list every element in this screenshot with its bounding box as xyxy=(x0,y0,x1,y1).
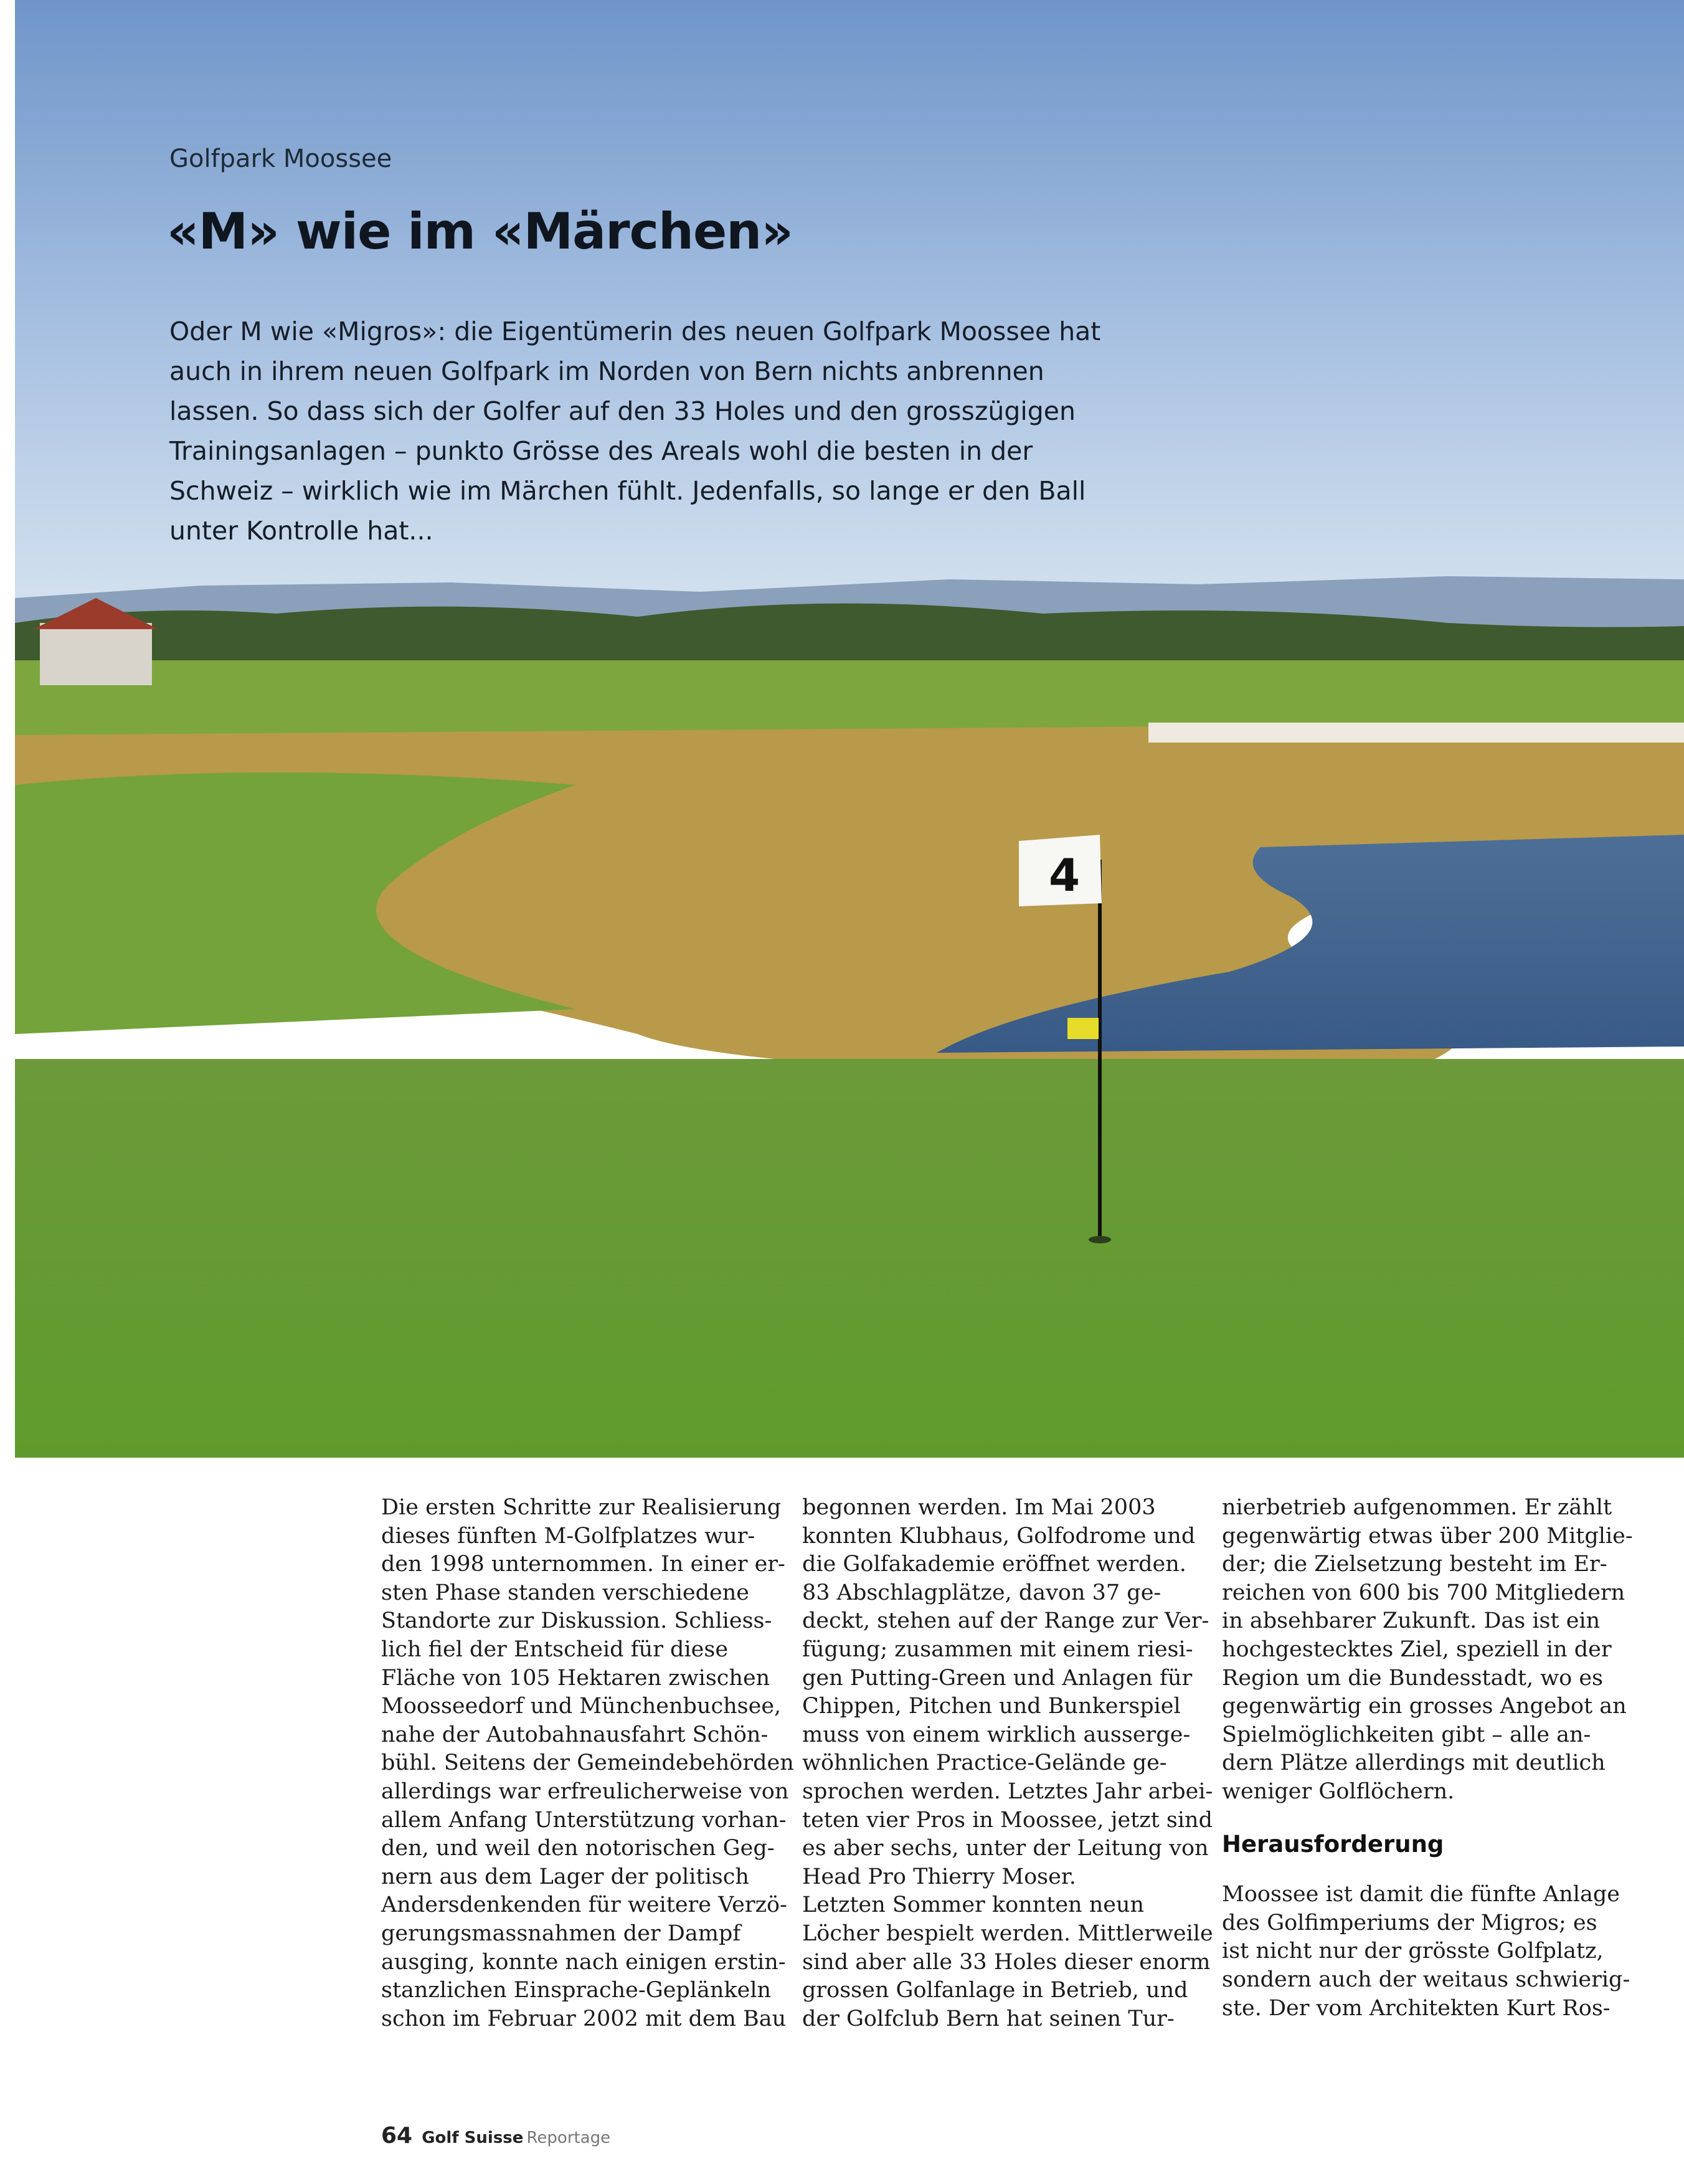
page-footer xyxy=(381,2123,610,2148)
text-line: Moossee ist damit die fünfte Anlage xyxy=(1222,1882,1620,1907)
text-line: konnten Klubhaus, Golfodrome und xyxy=(802,1523,1196,1549)
text-line: nern aus dem Lager der politisch xyxy=(381,1864,749,1889)
clubhouse xyxy=(40,623,152,685)
text-line: Fläche von 105 Hektaren zwischen xyxy=(381,1665,770,1691)
text-line: grossen Golfanlage in Betrieb, und xyxy=(802,1978,1188,2003)
text-line: gegenwärtig ein grosses Angebot an xyxy=(1222,1694,1627,1719)
section-name: Reportage xyxy=(526,2129,611,2147)
text-line: begonnen werden. Im Mai 2003 xyxy=(802,1495,1156,1520)
text-line: gegenwärtig etwas über 200 Mitglie- xyxy=(1222,1523,1633,1549)
text-line: den 1998 unternommen. In einer er- xyxy=(381,1552,785,1577)
text-line: gerungsmassnahmen der Dampf xyxy=(381,1920,741,1946)
text-line: schon im Februar 2002 mit dem Bau xyxy=(381,2006,787,2031)
body-column-3 xyxy=(1222,1494,1633,2023)
text-line: Die ersten Schritte zur Realisierung xyxy=(381,1495,782,1520)
text-line: Region um die Bundesstadt, wo es xyxy=(1222,1665,1604,1691)
text-line: fügung; zusammen mit einem riesi- xyxy=(802,1636,1193,1662)
hole-cup xyxy=(1089,1236,1111,1243)
text-line: die Golfakademie eröffnet werden. xyxy=(802,1552,1186,1577)
kicker: Golfpark Moossee xyxy=(169,145,392,173)
yellow-marker xyxy=(1067,1018,1099,1039)
text-line: ausging, konnte nach einigen erstin- xyxy=(381,1949,786,1975)
text-line: Spielmöglichkeiten gibt – alle an- xyxy=(1222,1722,1591,1747)
text-line: den, und weil den notorischen Geg- xyxy=(381,1836,775,1861)
text-line: nierbetrieb aufgenommen. Er zählt xyxy=(1222,1495,1612,1520)
text-line: in absehbarer Zukunft. Das ist ein xyxy=(1222,1608,1601,1634)
lead-line: auch in ihrem neuen Golfpark im Norden von Bern nichts anbrennen xyxy=(169,356,1044,386)
text-line: 83 Abschlagplätze, davon 37 ge- xyxy=(802,1580,1161,1605)
text-line: reichen von 600 bis 700 Mitgliedern xyxy=(1222,1580,1625,1605)
text-line: deckt, stehen auf der Range zur Ver- xyxy=(802,1608,1209,1634)
magazine-name: Golf Suisse xyxy=(422,2129,524,2147)
green-foreground xyxy=(15,1059,1684,1458)
lead-line: Schweiz – wirklich wie im Märchen fühlt. Jedenfalls, so lange er den Ball xyxy=(169,476,1086,506)
lead-paragraph xyxy=(169,311,1104,551)
lead-line: unter Kontrolle hat... xyxy=(169,516,433,546)
page-number: 64 xyxy=(381,2123,413,2148)
text-line: Andersdenkenden für weitere Verzö- xyxy=(381,1892,787,1918)
text-line: lich fiel der Entscheid für diese xyxy=(381,1636,729,1662)
text-line: Letzten Sommer konnten neun xyxy=(802,1892,1145,1918)
text-line: wöhnlichen Practice-Gelände ge- xyxy=(802,1750,1167,1776)
text-line: gen Putting-Green und Anlagen für xyxy=(802,1665,1193,1691)
text-line: sten Phase standen verschiedene xyxy=(381,1580,749,1605)
flag-number: 4 xyxy=(1049,849,1081,901)
lead-line: Trainingsanlagen – punkto Grösse des Areals wohl die besten in der xyxy=(169,436,1033,466)
text-line: allerdings war erfreulicherweise von xyxy=(381,1778,789,1804)
text-line: allem Anfang Unterstützung vorhan- xyxy=(381,1807,787,1833)
text-line: Löcher bespielt werden. Mittlerweile xyxy=(802,1920,1213,1946)
text-line: muss von einem wirklich ausserge- xyxy=(802,1722,1191,1747)
text-line: weniger Golflöchern. xyxy=(1222,1778,1455,1804)
text-line: es aber sechs, unter der Leitung von xyxy=(802,1836,1209,1861)
text-line: bühl. Seitens der Gemeindebehörden xyxy=(381,1750,794,1776)
text-line: ist nicht nur der grösste Golfplatz, xyxy=(1222,1939,1604,1964)
text-line: der; die Zielsetzung besteht im Er- xyxy=(1222,1552,1607,1577)
body-column-2 xyxy=(802,1494,1213,2033)
body-column-1 xyxy=(381,1494,794,2033)
text-line: sprochen werden. Letztes Jahr arbei- xyxy=(802,1778,1213,1804)
text-line: sind aber alle 33 Holes dieser enorm xyxy=(802,1949,1211,1975)
subheading: Herausforderung xyxy=(1222,1830,1444,1858)
text-line: nahe der Autobahnausfahrt Schön- xyxy=(381,1722,769,1747)
text-line: Moosseedorf und Münchenbuchsee, xyxy=(381,1694,782,1719)
text-line: hochgestecktes Ziel, speziell in der xyxy=(1222,1636,1612,1662)
text-line: Head Pro Thierry Moser. xyxy=(802,1864,1076,1889)
text-line: Chippen, Pitchen und Bunkerspiel xyxy=(802,1694,1181,1719)
text-line: ste. Der vom Architekten Kurt Ros- xyxy=(1222,1995,1611,2021)
lead-line: Oder M wie «Migros»: die Eigentümerin des neuen Golfpark Moossee hat xyxy=(169,316,1101,346)
text-line: sondern auch der weitaus schwierig- xyxy=(1222,1967,1630,1992)
text-line: teten vier Pros in Moossee, jetzt sind xyxy=(802,1807,1213,1833)
text-line: dieses fünften M-Golfplatzes wur- xyxy=(381,1523,755,1549)
text-line: stanzlichen Einsprache-Geplänkeln xyxy=(381,1978,772,2003)
text-line: des Golfimperiums der Migros; es xyxy=(1222,1910,1597,1935)
headline: «M» wie im «Märchen» xyxy=(167,202,793,260)
text-line: dern Plätze allerdings mit deutlich xyxy=(1222,1750,1606,1776)
text-line: der Golfclub Bern hat seinen Tur- xyxy=(802,2006,1175,2031)
lead-line: lassen. So dass sich der Golfer auf den 33 Holes und den grosszügigen xyxy=(169,396,1076,426)
bunker-far xyxy=(1148,723,1684,743)
text-line: Standorte zur Diskussion. Schliess- xyxy=(381,1608,772,1634)
